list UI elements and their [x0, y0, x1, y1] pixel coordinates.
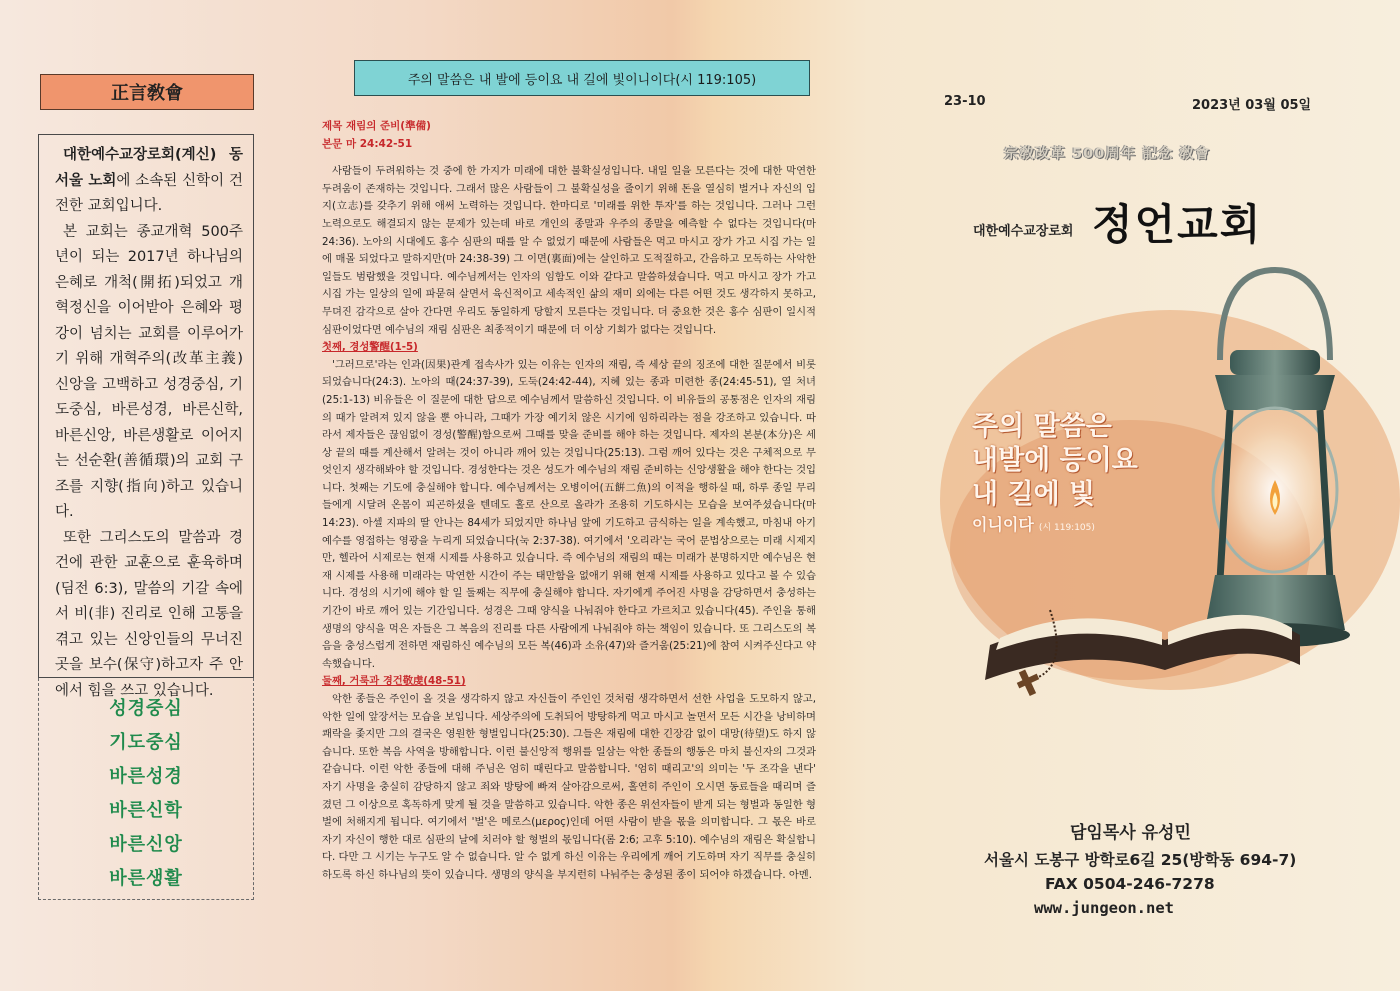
- verse-art-line: 내발에 등이요: [972, 445, 1138, 476]
- section-1-paragraph: '그러므로'라는 인과(因果)관계 접속사가 있는 이유는 인자의 재림, 즉 세상 끝의 징조에 대한 질문에서 비롯되었습니다(24:3). 노아의 때(24:37-39), 도둑(24:42-44), 지혜 있는 종과 미련한 종(24:45-51), 열 처녀(25:1-13) 비유들은 이 질문에 대한 답으로 예수님께서 말씀하신 것입니다. 이 비유들의 공통점은 인자의 재림의 때가 알려져 있지 않을 뿐 아니라, 그때가 가장 예기치 않은 시기에 임하리라는 점을 강조하고 있습니다. 따라서 제자들은 끊임없이 경성(警醒)함으로써 그때를 맞을 준비를 해야 하는 것입니다. 제자의 본분(本分)은 세상 끝의 때를 계산해서 알려는 것이 아니라 깨어 있는 것입니다(25:13). 그럼 깨어 있다는 것은 구체적으로 무엇인지 생각해봐야 할 것입니다. 경성한다는 것은 성도가 예수님의 재림 준비하는 신앙생활을 해야 한다는 것입니다. 첫째는 기도에 충실해야 합니다. 예수님께서는 오병이어(五餠二魚)의 이적을 행하실 때, 하루 종일 무리들에게 시달려 온몸이 피곤하셨을 텐데도 홀로 산으로 올라가 조용히 기도하시는 모습을 보여주셨습니다(마 14:23). 아셀 지파의 딸 안나는 84세가 되었지만 하나님 앞에 기도하고 금식하는 일을 계속했고, 마침내 아기 예수를 영접하는 영광을 누리게 되었습니다(눅 2:37-38). 여기에서 '오리라'는 국어 문법상으로는 미래 시제지만, 헬라어 시제로는 현재 시제를 사용하고 있습니다. 즉 예수님의 재림의 때는 미래가 분명하지만 예수님은 현재 시제를 사용해 미래라는 막연한 시간이 주는 태만함을 없애기 위해 현재 시제를 사용하고 있다고 볼 수 있습니다. 경성의 시기에 해야 할 일 둘째는 직무에 충실해야 합니다. 자기에게 주어진 사명을 감당하면서 충성하는 기간이 바로 깨어 있는 기간입니다. 성경은 그때 양식을 나눠줘야 한다고 가르치고 있습니다(45). 주인을 통해 생명의 양식을 먹은 자들은 그 복음의 진리를 다른 사람에게 나눠줘야 하는 책임이 있습니다. 또 그리스도의 복음을 충성스럽게 전하면 재림하신 예수님의 모든 복(46)과 소유(47)와 즐거움(25:21)에 참여 시켜주신다고 약속했습니다.: [322, 358, 816, 670]
- church-name-tag: [40, 74, 254, 110]
- section-heading-2: 둘째, 거룩과 경건敬虔(48-51): [322, 675, 466, 688]
- verse-art-reference: (시 119:105): [1038, 523, 1095, 533]
- verse-art-line: 내 길에 빛: [972, 479, 1096, 510]
- issue-date: 2023년 03월 05일: [1192, 98, 1312, 113]
- church-name-title: 정언교회: [1092, 200, 1263, 249]
- intro-paragraph-3: 또한 그리스도의 말씀과 경건에 관한 교훈으로 훈육하며(딤전 6:3), 말씀의 기갈 속에서 비(非) 진리로 인해 고통을 겪고 있는 신앙인들의 무너진 곳을 보수(保守)하고자 주 안에서 힘을 쓰고 있습니다.: [55, 529, 243, 699]
- intro-paragraph-1: [55, 143, 243, 220]
- core-value: 성경중심: [109, 698, 183, 719]
- verse-art-line: 주의 말씀은: [972, 411, 1112, 442]
- core-value: 바른신앙: [109, 834, 183, 855]
- sermon-intro-paragraph: 사람들이 두려워하는 것 중에 한 가지가 미래에 대한 불확실성입니다. 내일 일을 모른다는 것에 대한 막연한 두려움이 존재하는 것입니다. 그래서 많은 사람들이 그 불확실성을 줄이기 위해 돈을 열심히 벌거나 자신의 입지(立志)를 갖추기 위해 애써 노력하는 것입니다. 한마디로 '미래를 위한 투자'를 하는 것입니다. 그러나 그런 노력으로도 해결되지 않는 문제가 있는데 바로 개인의 종말과 우주의 종말을 예측할 수 없다는 것입니다(마 24:36). 노아의 시대에도 홍수 심판의 때를 알 수 없었기 때문에 사람들은 먹고 마시고 장가 가고 시집 가는 일에 매몰 되었다고 말하지만(마 24:38-39) 그 이면(裏面)에는 살인하고 도적질하고, 간음하고 모독하는 사악한 일들도 범람했을 것입니다. 예수님께서는 인자의 임함도 이와 같다고 말씀하셨습니다. 먹고 마시고 장가 가고 시집 가는 일상의 일에 파묻혀 살면서 육신적이고 세속적인 삶의 재미 외에는 다른 어떤 것도 생각하지 못하고, 무뎌진 감각으로 살아 간다면 우리도 동일하게 당할지 모른다는 것입니다. 더 중요한 것은 홍수 심판이 일시적 심판이었다면 예수님의 재림 심판은 최종적이기 때문에 더 이상 기회가 없다는 것입니다.: [322, 165, 816, 336]
- fax-number: FAX 0504-246-7278: [1045, 875, 1215, 893]
- core-values-box: [38, 678, 254, 900]
- pastor-name: 담임목사 유성민: [1070, 823, 1191, 843]
- verse-calligraphy: [972, 410, 1172, 535]
- website-link[interactable]: www.jungeon.net: [1034, 899, 1174, 917]
- verse-banner-text: 주의 말씀은 내 발에 등이요 내 길에 빛이니이다(시 119:105): [407, 72, 757, 88]
- denomination-label: 대한예수교장로회: [973, 224, 1074, 239]
- core-value: 바른생활: [109, 868, 183, 889]
- church-address: 서울시 도봉구 방학로6길 25(방학동 694-7): [984, 851, 1297, 869]
- core-value: 바른신학: [109, 800, 183, 821]
- intro-paragraph-2: 본 교회는 종교개혁 500주년이 되는 2017년 하나님의 은혜로 개척(開拓)되었고 개혁정신을 이어받아 은혜와 평강이 넘치는 교회를 이루어가기 위해 개혁주의(改革主義) 신앙을 고백하고 성경중심, 기도중심, 바른성경, 바른신학, 바른신앙, 바른생활로 이어지는 선순환(善循環)의 교회 구조를 지향(指向)하고 있습니다.: [55, 223, 243, 520]
- church-intro-box: [38, 134, 254, 699]
- core-value: 바른성경: [109, 766, 183, 787]
- intro-p1-rest: 에 소속된 신학이 건전한 교회입니다.: [55, 172, 243, 214]
- sermon-title: 제목 재림의 준비(準備): [322, 120, 431, 132]
- sermon-scripture: 본문 마 24:42-51: [322, 137, 413, 150]
- sermon-article: [322, 118, 816, 885]
- issue-number: 23-10: [944, 94, 986, 109]
- church-name-tag-text: 正言敎會: [111, 83, 183, 104]
- verse-banner: [354, 60, 810, 96]
- verse-art-line: 이니이다: [972, 515, 1034, 534]
- section-2-paragraph: 악한 종들은 주인이 올 것을 생각하지 않고 자신들이 주인인 것처럼 생각하면서 선한 사업을 도모하지 않고, 악한 일에 앞장서는 모습을 보입니다. 세상주의에 도취되어 방탕하게 먹고 마시고 놀면서 모든 시간을 낭비하며 쾌락을 좇지만 그의 결국은 영원한 형벌입니다(25:30). 그들은 재림에 대한 긴장감 없이 대망(待望)도 하지 않습니다. 또한 복음 사역을 방해합니다. 이런 불신앙적 행위를 일삼는 악한 종들의 행동은 마치 불신자의 그것과 같습니다. 이런 악한 종들에 대해 주님은 엄히 때린다고 말씀합니다. '엄히 때리고'의 의미는 '두 조각을 낸다' 자기 사명을 충실히 감당하지 않고 죄와 방탕에 빠져 살아감으로써, 홀연히 주인이 오시면 동료들을 때리며 즐겼던 그 이상으로 혹독하게 맞게 될 것을 말씀하고 있습니다. 악한 종은 위선자들이 받게 되는 형벌과 동일한 형벌에 처해지게 됩니다. 여기에서 '벌'은 메로스(μεροç)인데 어떤 사람이 받을 몫을 의미합니다. 그 몫은 바로 자기 자신이 행한 대로 심판의 날에 치러야 할 형벌의 몫입니다(롬 2:6; 고후 5:10). 예수님의 재림은 확실합니다. 다만 그 시기는 누구도 알 수 없습니다. 알 수 없게 하신 이유는 우리에게 깨어 기도하며 자기 직무를 충실히 하도록 하신 하나님의 뜻이 있습니다. 생명의 양식을 부지런히 나눠주는 충성된 종이 되어야 하겠습니다. 아멘.: [322, 693, 816, 881]
- intro-presbytery: 대한예수교장로회(계신) 동서울 노회: [55, 147, 243, 189]
- anniversary-subtitle: 宗敎改革 500周年 記念 敎會: [1004, 146, 1211, 162]
- section-heading-1: 첫째, 경성警醒(1-5): [322, 341, 418, 354]
- core-value: 기도중심: [109, 732, 183, 753]
